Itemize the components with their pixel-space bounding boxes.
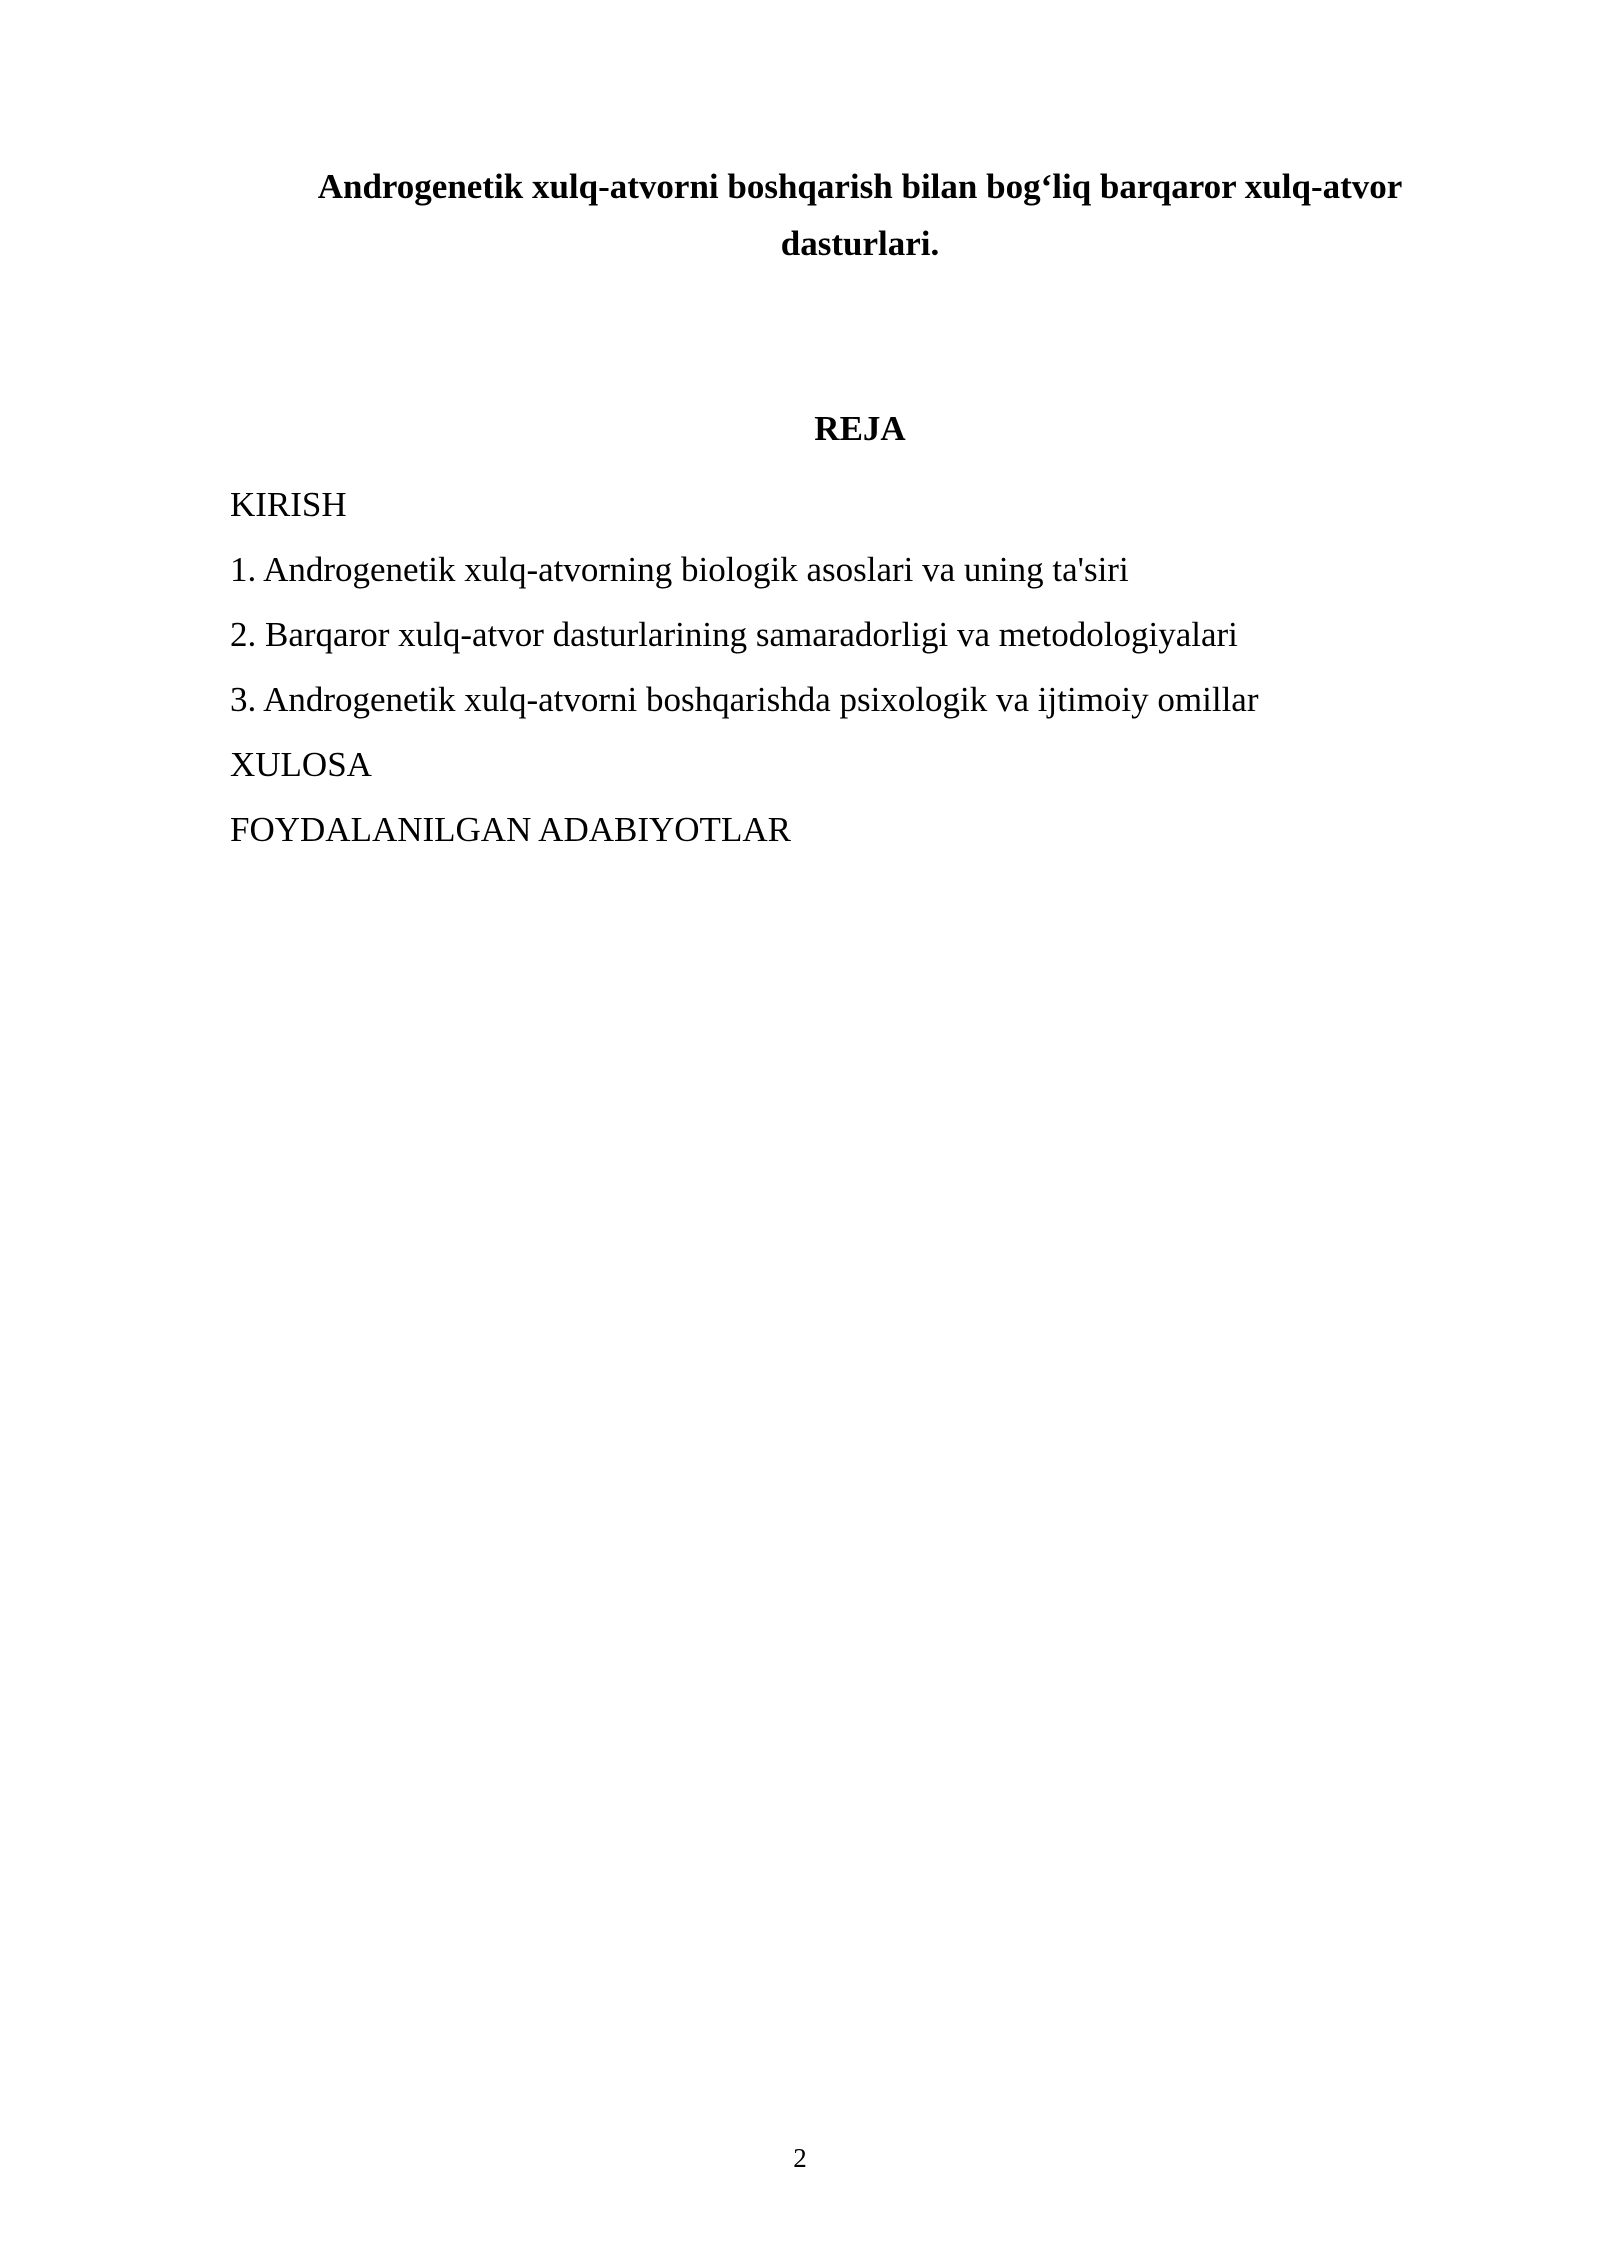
document-title <box>230 158 1490 272</box>
document-title-line-1: Androgenetik xulq-atvorni boshqarish bilan bog‘liq barqaror xulq-atvor <box>317 167 1403 206</box>
plan-item-references: FOYDALANILGAN ADABIYOTLAR <box>230 810 791 849</box>
plan-item-xulosa: XULOSA <box>230 745 372 784</box>
plan-heading: REJA <box>814 409 906 448</box>
document-title-line-2: dasturlari. <box>780 224 940 263</box>
plan-item-1: 1. Androgenetik xulq-atvorning biologik asoslari va uning ta'siri <box>230 550 1129 589</box>
plan-list <box>230 472 1430 862</box>
page-number: 2 <box>793 2143 807 2173</box>
plan-item-kirish: KIRISH <box>230 485 347 524</box>
plan-item-3: 3. Androgenetik xulq-atvorni boshqarishda psixologik va ijtimoiy omillar <box>230 680 1259 719</box>
plan-item-2: 2. Barqaror xulq-atvor dasturlarining samaradorligi va metodologiyalari <box>230 615 1238 654</box>
